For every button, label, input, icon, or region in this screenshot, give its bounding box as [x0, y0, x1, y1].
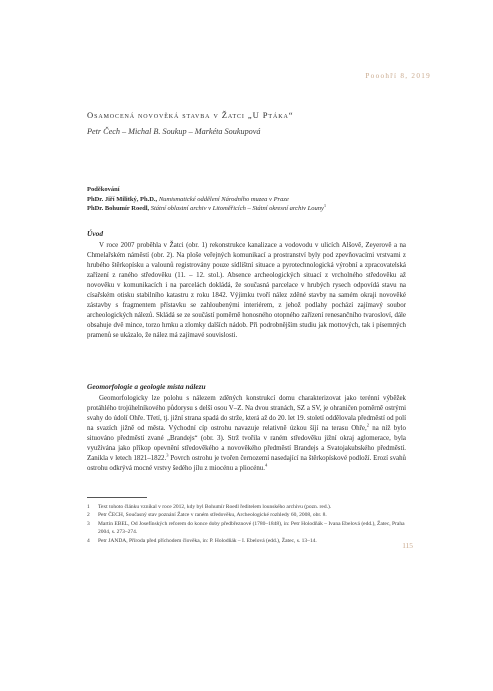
geomorphology-body — [87, 394, 406, 474]
footnote-number: 4 — [87, 537, 90, 544]
acknowledgement-line — [87, 204, 427, 214]
footnote-text: Martin EBEL, Od Josefínských reforem do konce doby předbřeznové (1780–1848), in: Petr Holodňák – Ivana Ebelová (edd.), Žatec, Praha 2004, s. 273–274. — [98, 520, 405, 536]
text-run: na níž bylo situováno předměstí zvané „Brandejs“ (obr. 3). Strž tvořila v raném středověku jižní okraj aglomerace, byla využívána jako příkop opevnění středověkého a novověkého předměstí Brandejs a Svatojakubského předměstí. Zanikla v letech 1821–1822. — [87, 425, 407, 463]
footnote-text: Text tohoto článku vznikal v roce 2012, kdy byl Bohumír Roedl ředitelem lounského archivu (pozn. red.). — [98, 504, 332, 510]
footnote-ref: 4 — [264, 463, 268, 469]
acknowledgement-line — [87, 195, 427, 205]
footnote-ref: 2 — [366, 422, 369, 428]
footnote-text: Petr JANDA, Příroda před příchodem člověka, in: P. Holodňák – I. Ebelová (edd.), Žatec, s. 13–14. — [98, 537, 317, 544]
paragraph: V roce 2007 proběhla v Žatci (obr. 1) rekonstrukce kanalizace a vodovodu v ulicích Alšově, Zeyerově a na Chmelařském náměstí (obr. 2). Na ploše veřejných komunikací a prostranství byly pod zpevňovacími vrstvami z hrubého štěrkopísku a valounů registrovány pouze sídlištní situace a pyrotechnologická výrobní a zpracovatelská zařízení z raného středověku (11. – 12. stol.). Absence archeologických situací z vrcholného středověku až novověku v komunikacích i na parcelách dokládá, že současná parcelace v hrubých rysech odpovídá stavu na císařském otisku stabilního katastru z roku 1842. Výjimku tvoří nález zděné stavby na samém okraji novověké zástavby s fragmentem přístavku se zahloubenými interiérem, z jehož podlahy pochází zajímavý soubor archeologických nálezů. Skládá se ze součástí poměrně honosného otopného zařízení renesančního tvarosloví, dále obsahuje dvě mince, torzo hrnku a zlomky dalších nádob. Při podrobnějším studiu jak mottových, tak i písemných pramenů se ukázalo, že nález má zajímavé souvislosti. — [87, 242, 406, 340]
footnote-ref: 3 — [166, 452, 169, 458]
text-run: Geomorfologicky lze polohu s nálezem zděných konstrukcí domu charakterizovat jako terénní výběžek protáhlého trojúhelníkového půdorysu s delší osou V–Z. Na dvou stranách, SZ a SV, je ohraničen poměrně ostrými svahy do údolí Ohře. Třetí, tj. jižní strana spadá do strže, která až do 20. let 19. století oddělovala předměstí od polí na svazích jižně od města. Východní cíp ostrohu navazuje relativně úzkou šíjí na terasu Ohře, — [87, 395, 406, 433]
ack-name: PhDr. Jiří Militký, Ph.D., — [87, 195, 158, 203]
ack-affiliation: Numismatické oddělení Národního muzea v Praze — [158, 195, 289, 203]
running-head: Pooohří 8, 2019 — [365, 72, 431, 80]
footnote — [87, 537, 406, 545]
footnote-number: 3 — [87, 520, 90, 527]
footnote-ref: 1 — [323, 203, 327, 209]
section-heading-geomorphology: Geomorfologie a geologie místa nálezu — [87, 382, 206, 391]
footnotes — [87, 503, 406, 545]
section-heading-intro: Úvod — [87, 229, 104, 238]
intro-body — [87, 241, 406, 341]
text-run: Povrch ostrohu je tvořen černozemí nasedající na štěrkopískové podloží. Erozí svahů ostrohu odkrývá mocné vrstvy šedého jílu z miocénu a pliocénu. — [87, 455, 406, 473]
footnote — [87, 503, 406, 511]
footnote-text: Petr ČECH, Současný stav poznání Žatce v raném středověku, Archeologické rozhledy 60, 2008, obr. 8. — [98, 512, 327, 519]
footnote-divider — [87, 497, 147, 498]
page-number: 115 — [402, 541, 413, 550]
acknowledgements-heading: Poděkování — [87, 186, 120, 193]
ack-affiliation: Státní oblastní archiv v Litoměřicích – Státní okresní archiv Louny — [150, 205, 324, 213]
footnote-number: 2 — [87, 512, 90, 519]
ack-name: PhDr. Bohumír Roedl, — [87, 205, 150, 213]
paragraph — [87, 394, 406, 474]
article-authors: Petr Čech – Michal B. Soukup – Markéta Soukupová — [87, 127, 261, 136]
article-title: Osamocená novověká stavba v Žatci „U Ptáka“ — [87, 110, 294, 120]
acknowledgements — [87, 185, 427, 214]
footnote — [87, 520, 406, 537]
footnote — [87, 511, 406, 519]
footnote-number: 1 — [87, 504, 90, 510]
